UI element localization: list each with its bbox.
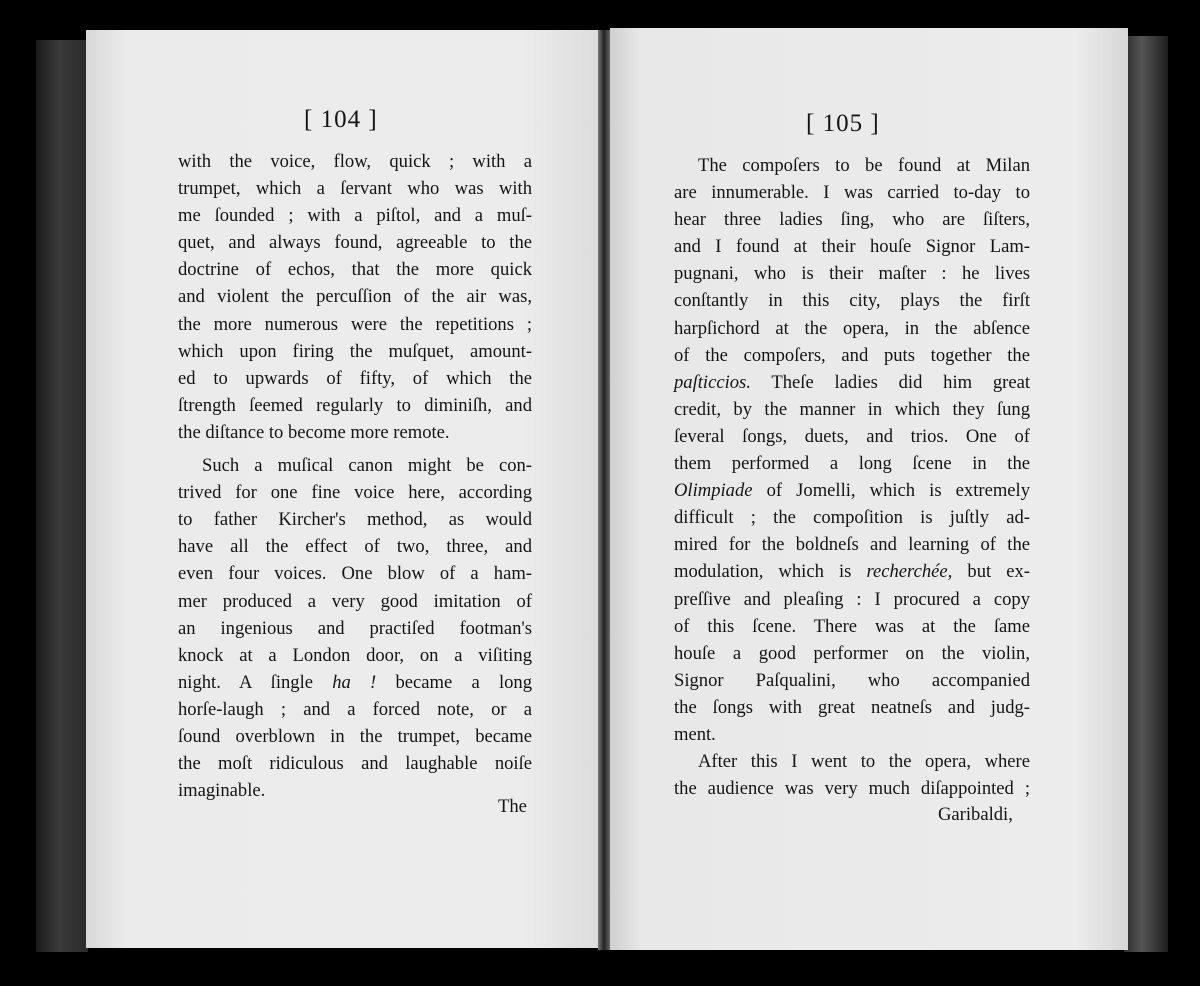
text-line: ſtrength ſeemed regularly to diminiſh, and (178, 394, 532, 416)
left-page-text (178, 148, 532, 804)
text-line: even four voices. One blow of a ham- (178, 563, 532, 585)
text-line: me ſounded ; with a piſtol, and a muſ- (178, 205, 532, 227)
text-line: to father Kircher's method, as would (178, 509, 532, 531)
text-line: quet, and always found, agreeable to the (178, 232, 532, 254)
text-line: mired for the boldneſs and learning of the (674, 534, 1030, 556)
text-line: paſticcios. Theſe ladies did him great (674, 371, 1030, 393)
catchword-right: Garibaldi, (938, 804, 1013, 825)
text-line: The compoſers to be found at Milan (698, 155, 1030, 176)
text-line: hear three ladies ſing, who are ſiſters, (674, 209, 1030, 231)
book-gutter (598, 30, 610, 950)
text-line: preſſive and pleaſing : I procured a copy (674, 588, 1030, 610)
text-line: of this ſcene. There was at the ſame (674, 615, 1030, 637)
text-line: have all the effect of two, three, and (178, 536, 532, 558)
text-line: imaginable. (178, 780, 266, 802)
text-line: the ſongs with great neatneſs and judg- (674, 696, 1030, 718)
text-line: the moſt ridiculous and laughable noiſe (178, 753, 532, 775)
text-line: Signor Paſqualini, who accompanied (674, 669, 1030, 691)
right-page (610, 28, 1128, 950)
catchword-left: The (498, 796, 527, 817)
text-line: mer produced a very good imitation of (178, 590, 532, 612)
text-line: with the voice, flow, quick ; with a (178, 151, 532, 172)
text-line: ment. (674, 723, 716, 745)
text-line: difficult ; the compoſition is juſtly ad- (674, 507, 1030, 529)
text-line: are innumerable. I was carried to-day to (674, 182, 1030, 204)
text-line: Olimpiade of Jomelli, which is extremely (674, 480, 1030, 502)
text-line: ſound overblown in the trumpet, became (178, 725, 532, 747)
text-line: Such a muſical canon might be con- (202, 455, 532, 477)
text-line: credit, by the manner in which they ſung (674, 398, 1030, 420)
text-line: doctrine of echos, that the more quick (178, 259, 532, 281)
text-line: pugnani, who is their maſter : he lives (674, 263, 1030, 285)
text-line: night. A ſingle ha ! became a long (178, 671, 532, 693)
text-line: and I found at their houſe Signor Lam- (674, 236, 1030, 258)
text-line: modulation, which is recherchée, but ex- (674, 561, 1030, 583)
text-line: knock at a London door, on a viſiting (178, 644, 532, 666)
text-line: trumpet, which a ſervant who was with (178, 178, 532, 200)
text-line: of the compoſers, and puts together the (674, 344, 1030, 366)
text-line: trived for one fine voice here, according (178, 482, 532, 504)
page-number-left: [ 104 ] (304, 106, 378, 133)
right-page-text (674, 152, 1030, 802)
text-line: ſeveral ſongs, duets, and trios. One of (674, 425, 1030, 447)
text-line: After this I went to the opera, where (698, 751, 1030, 773)
text-line: an ingenious and practiſed footman's (178, 617, 532, 639)
left-page-edges (36, 40, 88, 952)
page-number-right: [ 105 ] (806, 110, 880, 137)
text-line: harpſichord at the opera, in the abſence (674, 317, 1030, 339)
text-line: the audience was very much diſappointed ; (674, 778, 1030, 800)
left-page (86, 30, 598, 948)
text-line: the more numerous were the repetitions ; (178, 313, 532, 335)
text-line: which upon firing the muſquet, amount- (178, 340, 532, 362)
text-line: the diſtance to become more remote. (178, 421, 450, 443)
text-line: conſtantly in this city, plays the firſt (674, 290, 1030, 312)
text-line: horſe-laugh ; and a forced note, or a (178, 698, 532, 720)
text-line: houſe a good performer on the violin, (674, 642, 1030, 664)
text-line: and violent the percuſſion of the air was, (178, 286, 532, 308)
text-line: ed to upwards of fifty, of which the (178, 367, 532, 389)
right-page-edges (1124, 36, 1168, 952)
text-line: them performed a long ſcene in the (674, 453, 1030, 475)
